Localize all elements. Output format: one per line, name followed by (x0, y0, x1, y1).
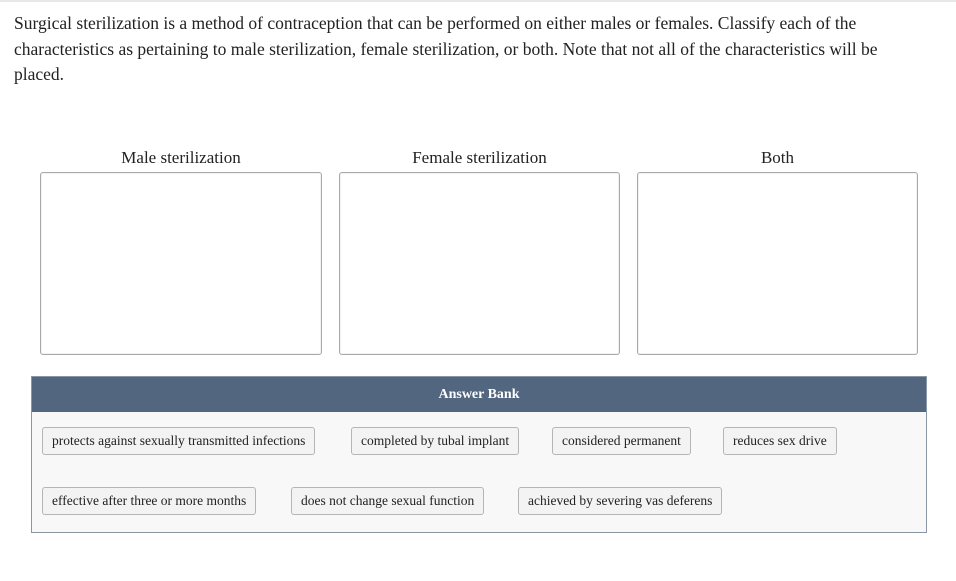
answer-chip-tubal-implant[interactable]: completed by tubal implant (351, 427, 519, 455)
answer-chip-reduces-sex-drive[interactable]: reduces sex drive (723, 427, 837, 455)
drop-zone-both[interactable] (637, 172, 918, 355)
answer-bank-title: Answer Bank (32, 377, 926, 412)
drop-zone-male[interactable] (40, 172, 322, 355)
question-prompt: Surgical sterilization is a method of contraception that can be performed on either males or females. Classify each of the characteristics as pertaining to male sterilization, female sterilization, or both. Note that not all of the characteristics will be placed. (14, 13, 878, 84)
answer-chip-severing-vas-deferens[interactable]: achieved by severing vas deferens (518, 487, 722, 515)
answer-chip-protects-sti[interactable]: protects against sexually transmitted infections (42, 427, 315, 455)
answer-chip-effective-after-months[interactable]: effective after three or more months (42, 487, 256, 515)
category-title-female: Female sterilization (412, 148, 547, 167)
answer-chip-no-change-sexual-function[interactable]: does not change sexual function (291, 487, 484, 515)
answer-chip-considered-permanent[interactable]: considered permanent (552, 427, 691, 455)
drop-zone-female[interactable] (339, 172, 620, 355)
category-title-both: Both (760, 148, 795, 167)
category-title-male: Male sterilization (121, 148, 241, 167)
top-divider (0, 0, 956, 2)
